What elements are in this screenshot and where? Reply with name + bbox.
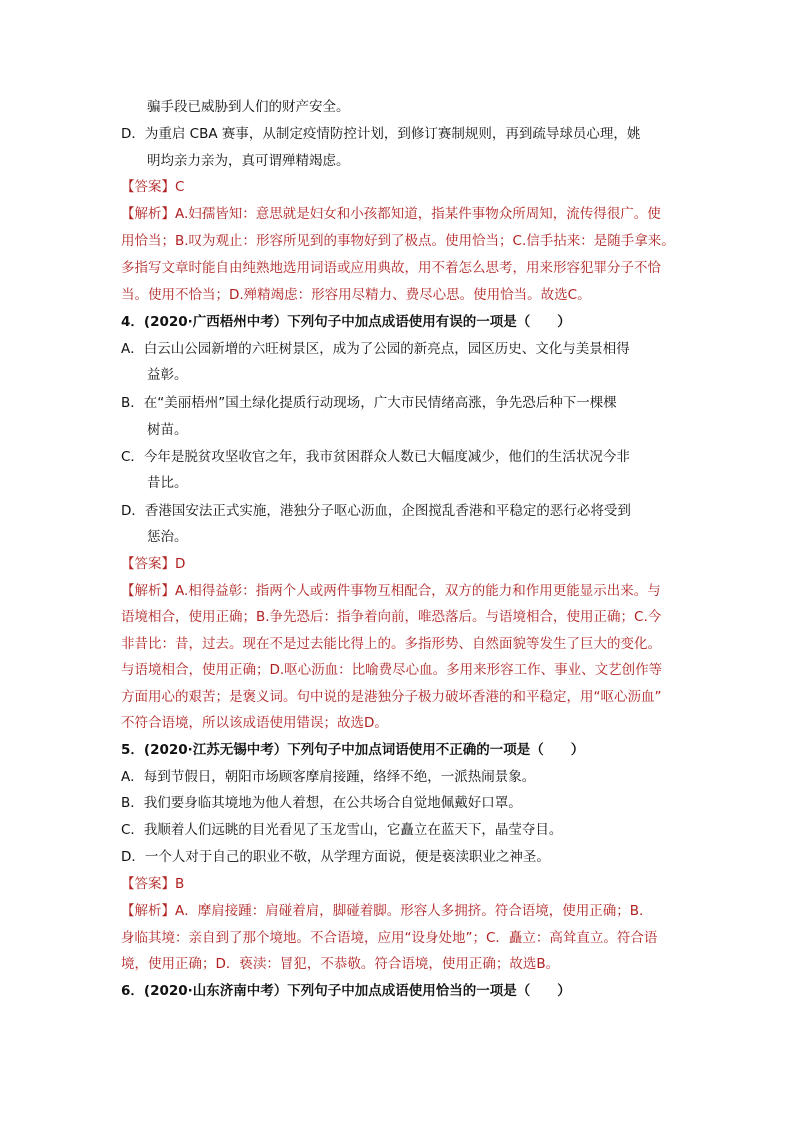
- text-line: D．为重启 CBA 赛事，从制定疫情防控计划，到修订赛制规则，再到疏导球员心理，姚: [121, 126, 641, 142]
- text-line: 益彰。: [147, 367, 188, 383]
- question-heading: 6．(2020·山东济南中考）下列句子中加点成语使用恰当的一项是（ ）: [121, 983, 571, 999]
- text-line: 骗手段已威胁到人们的财产安全。: [147, 99, 350, 115]
- answer-line: 【解析】A．摩肩接踵：肩碰着肩，脚碰着脚。形容人多拥挤。符合语境，使用正确；B.: [121, 903, 644, 919]
- answer-line: 当。使用不恰当；D.殚精竭虑：形容用尽精力、费尽心思。使用恰当。故选C。: [121, 287, 591, 303]
- answer-line: 境，使用正确；D．亵渎：冒犯，不恭敬。符合语境，使用正确；故选B。: [121, 956, 560, 972]
- text-line: B．我们要身临其境地为他人着想，在公共场合自觉地佩戴好口罩。: [121, 795, 522, 811]
- answer-line: 用恰当；B.叹为观止：形容所见到的事物好到了极点。使用恰当；C.信手拈来：是随手拿来。: [121, 233, 675, 249]
- answer-line: 语境相合，使用正确；B.争先恐后：指争着向前，唯恐落后。与语境相合，使用正确；C.今: [121, 609, 662, 625]
- question-heading: 5．(2020·江苏无锡中考）下列句子中加点词语使用不正确的一项是（ ）: [121, 742, 585, 758]
- answer-line: 【答案】B: [121, 876, 185, 892]
- answer-line: 不符合语境，所以该成语使用错误；故选D。: [121, 715, 388, 731]
- text-line: D．一个人对于自己的职业不敬，从学理方面说，便是亵渎职业之神圣。: [121, 849, 550, 865]
- answer-line: 【解析】A.妇孺皆知：意思就是妇女和小孩都知道，指某件事物众所周知，流传得很广。使: [121, 206, 661, 222]
- answer-line: 【解析】A.相得益彰：指两个人或两件事物互相配合，双方的能力和作用更能显示出来。与: [121, 583, 661, 599]
- text-line: 明均亲力亲为，真可谓殚精竭虑。: [147, 153, 350, 169]
- answer-line: 身临其境：亲自到了那个境地。不合语境，应用“设身处地”；C．矗立：高耸直立。符合语: [121, 930, 658, 946]
- answer-line: 【答案】C: [121, 179, 185, 195]
- answer-line: 【答案】D: [121, 556, 186, 572]
- text-line: A．每到节假日，朝阳市场顾客摩肩接踵，络绎不绝，一派热闹景象。: [121, 769, 536, 785]
- question-heading: 4．(2020·广西梧州中考）下列句子中加点成语使用有误的一项是（ ）: [121, 314, 571, 330]
- answer-line: 非昔比：昔，过去。现在不是过去能比得上的。多指形势、自然面貌等发生了巨大的变化。: [121, 636, 661, 652]
- text-line: B．在“美丽梧州”国土绿化提质行动现场，广大市民情绪高涨，争先恐后种下一棵棵: [121, 395, 617, 411]
- text-line: A．白云山公园新增的六旺树景区，成为了公园的新亮点，园区历史、文化与美景相得: [121, 341, 630, 357]
- text-line: C．今年是脱贫攻坚收官之年，我市贫困群众人数已大幅度减少，他们的生活状况今非: [121, 449, 630, 465]
- text-line: D．香港国安法正式实施，港独分子呕心沥血，企图搅乱香港和平稳定的恶行必将受到: [121, 503, 631, 519]
- text-line: 昔比。: [147, 475, 188, 491]
- text-line: 惩治。: [147, 529, 188, 545]
- text-line: C．我顺着人们远眺的目光看见了玉龙雪山，它矗立在蓝天下，晶莹夺目。: [121, 822, 563, 838]
- answer-line: 方面用心的艰苦；是褒义词。句中说的是港独分子极力破坏香港的和平稳定，用“呕心沥血”: [121, 689, 662, 705]
- answer-line: 与语境相合，使用正确；D.呕心沥血：比喻费尽心血。多用来形容工作、事业、文艺创作等: [121, 662, 663, 678]
- text-line: 树苗。: [147, 422, 188, 438]
- answer-line: 多指写文章时能自由纯熟地选用词语或应用典故，用不着怎么思考，用来形容犯罪分子不恰: [121, 260, 661, 276]
